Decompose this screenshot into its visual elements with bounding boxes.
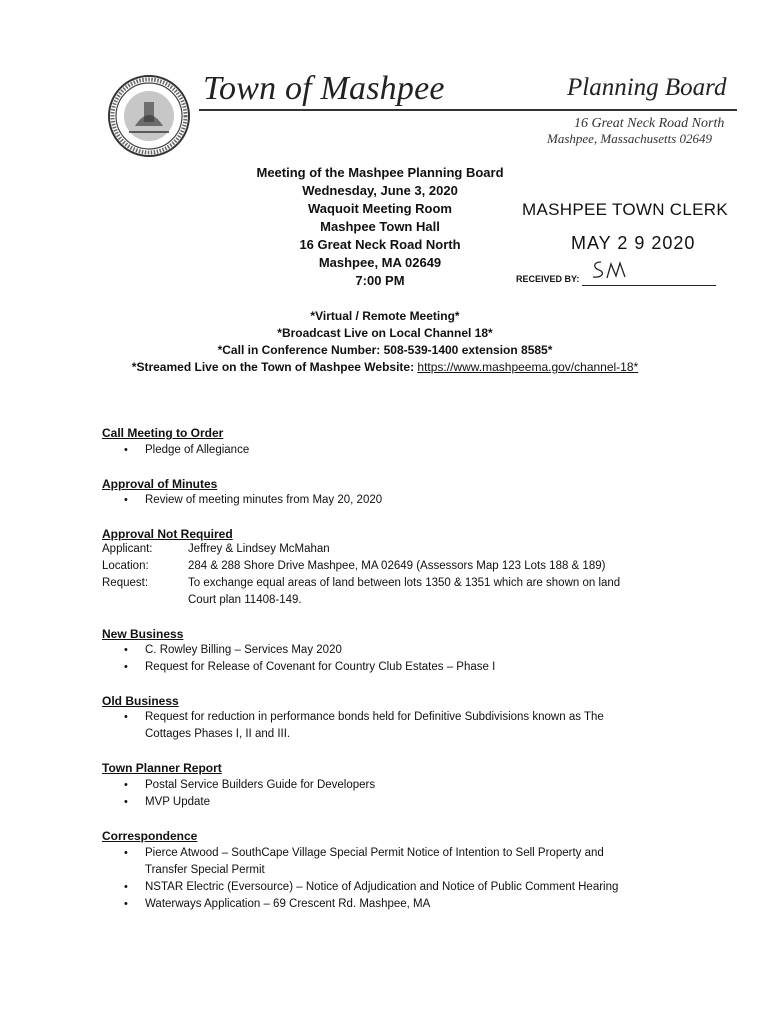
request-value-line-1: To exchange equal areas of land between lots 1350 & 1351 which are shown on land <box>188 577 621 589</box>
bullet-icon: • <box>124 661 128 673</box>
request-value-line-2: Court plan 11408-149. <box>188 594 302 606</box>
list-item-continuation: Cottages Phases I, II and III. <box>145 728 291 740</box>
location-value: 284 & 288 Shore Drive Mashpee, MA 02649 (Assessors Map 123 Lots 188 & 189) <box>188 560 606 572</box>
conference-line: *Call in Conference Number: 508-539-1400 extension 8585* <box>217 343 553 357</box>
meeting-date: Wednesday, June 3, 2020 <box>302 183 458 198</box>
meeting-city: Mashpee, MA 02649 <box>318 255 442 270</box>
applicant-value: Jeffrey & Lindsey McMahan <box>188 543 330 555</box>
request-label: Request: <box>102 577 149 589</box>
stream-line <box>90 359 680 376</box>
section-approval-of-minutes: Approval of Minutes <box>102 477 218 491</box>
bullet-icon: • <box>124 881 128 893</box>
meeting-room: Waquoit Meeting Room <box>308 201 452 216</box>
meeting-building: Mashpee Town Hall <box>320 219 440 234</box>
section-town-planner-report: Town Planner Report <box>102 761 222 775</box>
meeting-time: 7:00 PM <box>355 273 405 288</box>
list-item-continuation: Transfer Special Permit <box>145 864 265 876</box>
section-approval-not-required: Approval Not Required <box>102 527 233 541</box>
meeting-street: 16 Great Neck Road North <box>299 237 461 252</box>
clerk-stamp-signature-line <box>582 285 716 286</box>
list-item: C. Rowley Billing – Services May 2020 <box>145 644 342 656</box>
bullet-icon: • <box>124 494 128 506</box>
town-seal-icon <box>107 74 191 158</box>
list-item: Pierce Atwood – SouthCape Village Special Permit Notice of Intention to Sell Property and <box>145 847 604 859</box>
list-item: Pledge of Allegiance <box>145 444 250 456</box>
address-line-1: 16 Great Neck Road North <box>574 116 725 131</box>
letterhead-rule <box>199 109 737 111</box>
town-name: Town of Mashpee <box>203 70 445 107</box>
location-label: Location: <box>102 560 149 572</box>
clerk-stamp-date: MAY 2 9 2020 <box>571 233 696 253</box>
section-new-business: New Business <box>102 627 184 641</box>
bullet-icon: • <box>124 711 128 723</box>
section-call-to-order: Call Meeting to Order <box>102 426 224 440</box>
bullet-icon: • <box>124 898 128 910</box>
address-line-2: Mashpee, Massachusetts 02649 <box>547 131 713 146</box>
section-old-business: Old Business <box>102 694 179 708</box>
meeting-info <box>250 164 510 290</box>
handwritten-initials <box>589 258 629 282</box>
list-item: Request for reduction in performance bonds held for Definitive Subdivisions known as The <box>145 711 604 723</box>
bullet-icon: • <box>124 796 128 808</box>
list-item: NSTAR Electric (Eversource) – Notice of Adjudication and Notice of Public Comment Hearing <box>145 881 619 893</box>
board-name: Planning Board <box>567 74 727 101</box>
stream-line-text: *Streamed Live on the Town of Mashpee Website: <box>131 360 418 374</box>
clerk-stamp-title: MASHPEE TOWN CLERK <box>522 200 728 219</box>
channel-18-link[interactable]: https://www.mashpeema.gov/channel-18* <box>417 360 639 374</box>
list-item: Postal Service Builders Guide for Developers <box>145 779 376 791</box>
clerk-stamp-received-label: RECEIVED BY: <box>516 274 580 284</box>
meeting-title: Meeting of the Mashpee Planning Board <box>256 165 504 180</box>
bullet-icon: • <box>124 644 128 656</box>
bullet-icon: • <box>124 847 128 859</box>
virtual-meeting-info <box>90 308 680 376</box>
bullet-icon: • <box>124 779 128 791</box>
broadcast-line: *Broadcast Live on Local Channel 18* <box>277 326 493 340</box>
section-correspondence: Correspondence <box>102 829 198 843</box>
list-item: Waterways Application – 69 Crescent Rd. Mashpee, MA <box>145 898 431 910</box>
list-item: Request for Release of Covenant for Country Club Estates – Phase I <box>145 661 496 673</box>
list-item: MVP Update <box>145 796 210 808</box>
bullet-icon: • <box>124 444 128 456</box>
list-item: Review of meeting minutes from May 20, 2020 <box>145 494 383 506</box>
applicant-label: Applicant: <box>102 543 153 555</box>
virtual-line: *Virtual / Remote Meeting* <box>310 309 460 323</box>
